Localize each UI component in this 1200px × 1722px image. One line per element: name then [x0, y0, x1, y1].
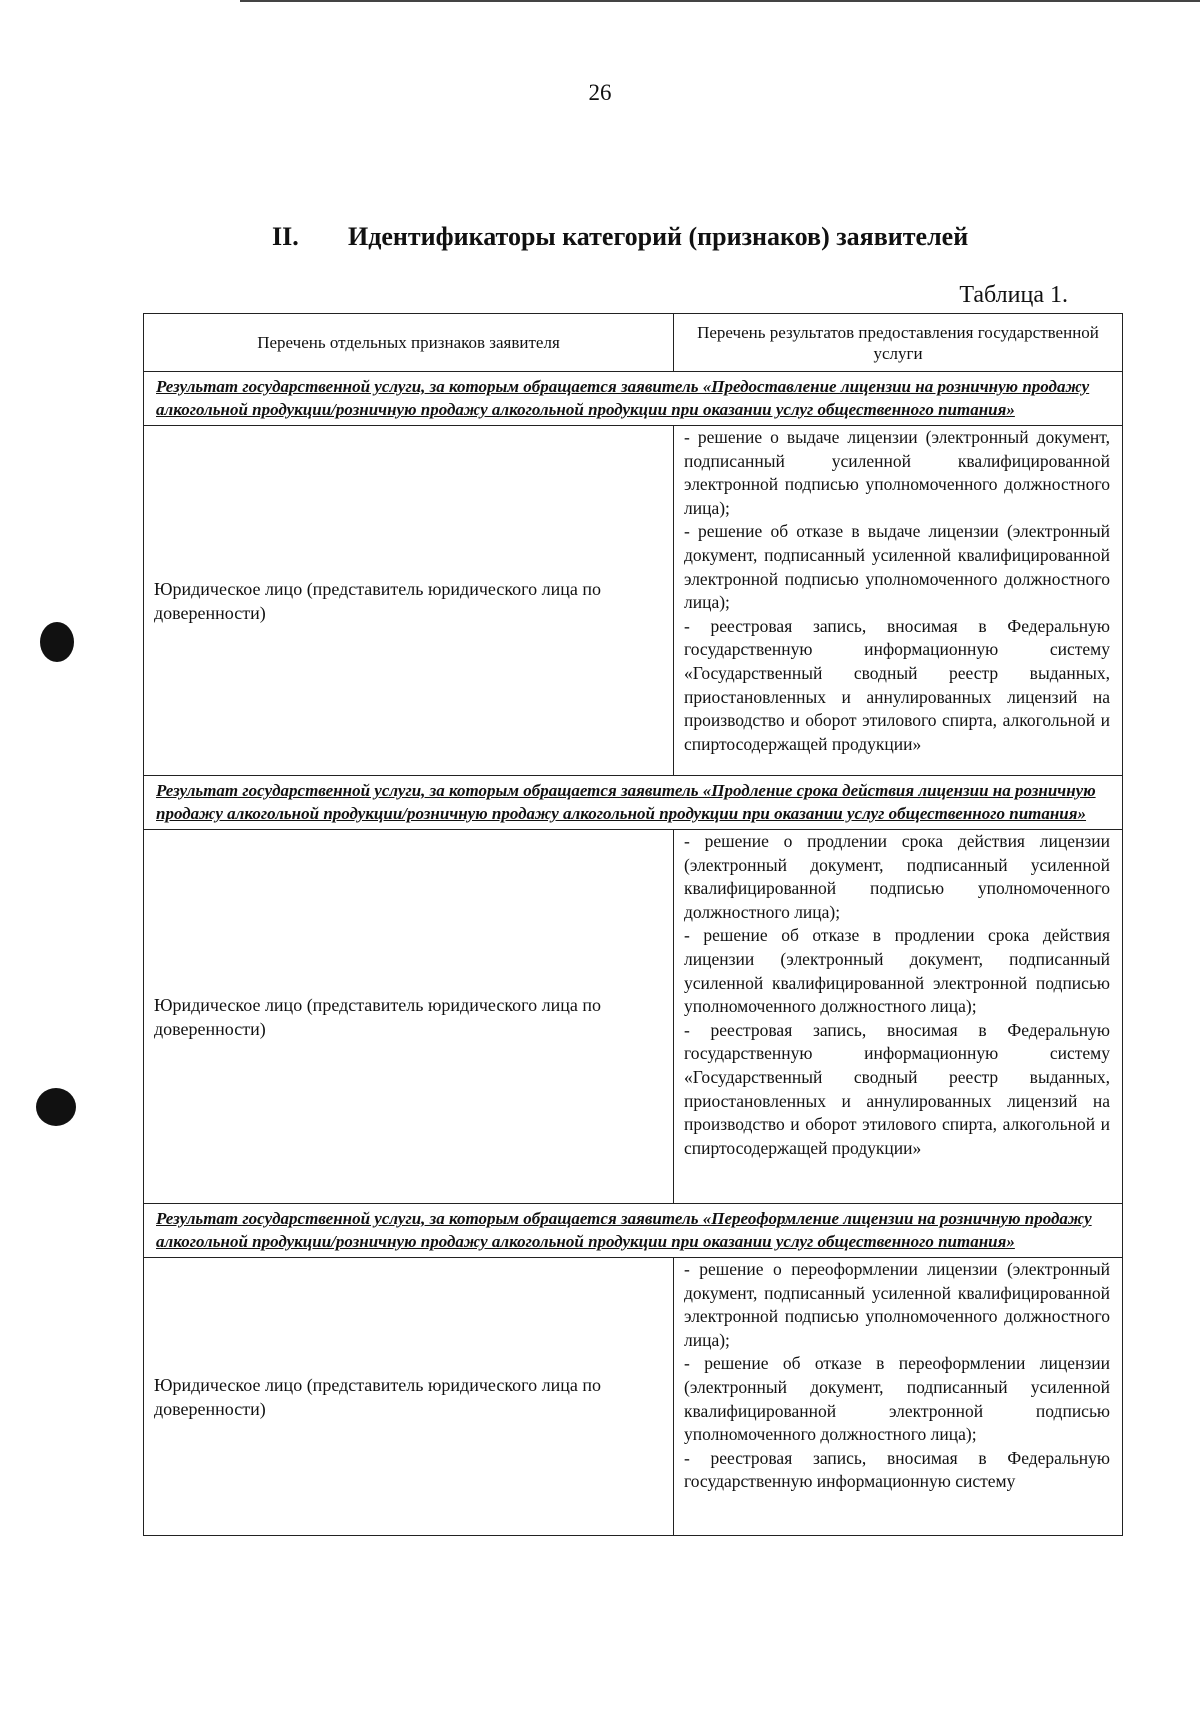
group-title-row — [144, 372, 1123, 426]
group-title-1: Результат государственной услуги, за которым обращается заявитель «Предоставление лицензии на розничную продажу алкогольной продукции/розничную продажу алкогольной продукции при оказании услуг общественного питания» — [144, 372, 1123, 426]
applicant-cell-3: Юридическое лицо (представитель юридического лица по доверенности) — [144, 1258, 674, 1536]
result-item: - решение об отказе в выдаче лицензии (электронный документ, подписанный усиленной квалифицированной электронной подписью уполномоченного должностного лица); — [684, 521, 1110, 613]
group-title-2: Результат государственной услуги, за которым обращается заявитель «Продление срока действия лицензии на розничную продажу алкогольной продукции/розничную продажу алкогольной продукции при оказании услуг общественного питания» — [144, 776, 1123, 830]
table-label: Таблица 1. — [959, 282, 1068, 308]
result-item: - решение о продлении срока действия лицензии (электронный документ, подписанный усиленной квалифицированной подписью уполномоченного должностного лица); — [684, 831, 1110, 922]
table-row — [144, 830, 1123, 1204]
result-item: - реестровая запись, вносимая в Федеральную государственную информационную систему «Государственный сводный реестр выданных, приостановленных и аннулированных лицензий на производство и оборот этилового спирта, алкогольной и спиртосодержащей продукции» — [684, 1019, 1110, 1158]
section-number: II. — [272, 222, 299, 251]
applicant-cell-1: Юридическое лицо (представитель юридического лица по доверенности) — [144, 426, 674, 776]
group-title-row — [144, 1204, 1123, 1258]
page-number: 26 — [588, 80, 612, 105]
result-item: - решение об отказе в переоформлении лицензии (электронный документ, подписанный усиленной квалифицированной электронной подписью уполномоченного должностного лица); — [684, 1353, 1110, 1445]
table-row — [144, 426, 1123, 776]
result-item: - реестровая запись, вносимая в Федеральную государственную информационную систему — [684, 1447, 1110, 1492]
table-row — [144, 1258, 1123, 1536]
section-title: Идентификаторы категорий (признаков) заявителей — [348, 222, 969, 251]
section-heading — [272, 222, 968, 252]
results-cell-3 — [674, 1258, 1123, 1536]
result-item: - реестровая запись, вносимая в Федеральную государственную информационную систему «Государственный сводный реестр выданных, приостановленных и аннулированных лицензий на производство и оборот этилового спирта, алкогольной и спиртосодержащей продукции» — [684, 615, 1110, 754]
scan-top-edge — [240, 0, 1200, 2]
hole-punch-mark — [40, 622, 74, 662]
result-item: - решение об отказе в продлении срока действия лицензии (электронный документ, подписанный усиленной квалифицированной электронной подписью уполномоченного должностного лица); — [684, 925, 1110, 1017]
header-service-results: Перечень результатов предоставления государственной услуги — [674, 314, 1123, 372]
result-item: - решение о выдаче лицензии (электронный документ, подписанный усиленной квалифицированной электронной подписью уполномоченного должностного лица); — [684, 427, 1110, 518]
result-item: - решение о переоформлении лицензии (электронный документ, подписанный усиленной квалифицированной электронной подписью уполномоченного должностного лица); — [684, 1259, 1110, 1350]
applicant-cell-2: Юридическое лицо (представитель юридического лица по доверенности) — [144, 830, 674, 1204]
applicant-categories-table — [143, 313, 1123, 1536]
hole-punch-mark — [36, 1088, 76, 1126]
results-cell-1 — [674, 426, 1123, 776]
results-cell-2 — [674, 830, 1123, 1204]
group-title-3: Результат государственной услуги, за которым обращается заявитель «Переоформление лицензии на розничную продажу алкогольной продукции/розничную продажу алкогольной продукции при оказании услуг общественного питания» — [144, 1204, 1123, 1258]
header-applicant-features: Перечень отдельных признаков заявителя — [144, 314, 674, 372]
group-title-row — [144, 776, 1123, 830]
table-header-row — [144, 314, 1123, 372]
